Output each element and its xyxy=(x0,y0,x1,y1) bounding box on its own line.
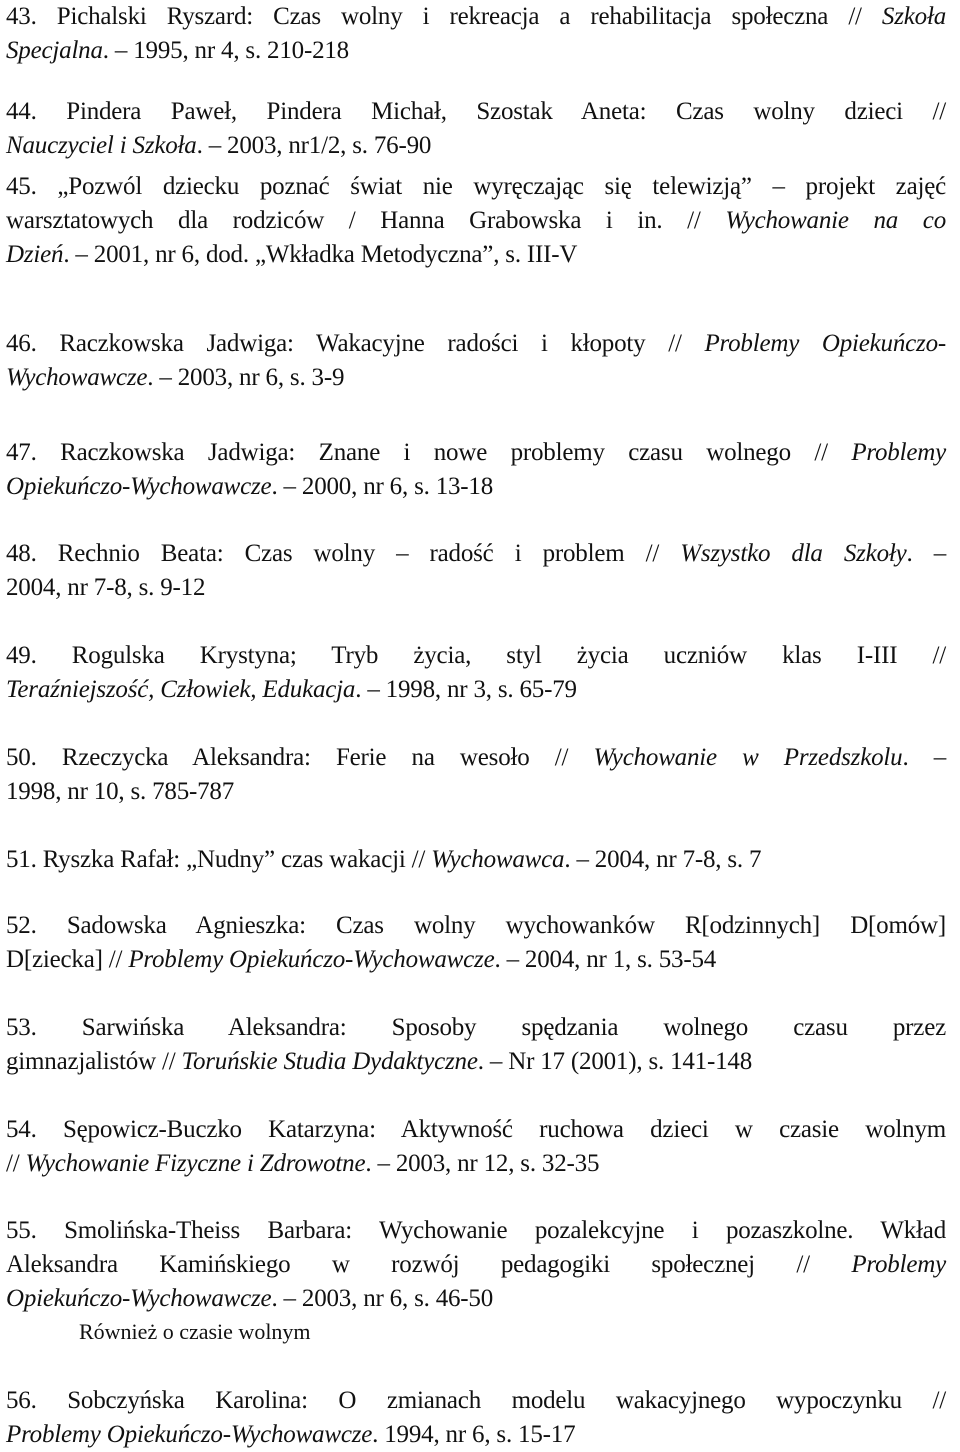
text-run: gimnazjalistów // xyxy=(6,1048,182,1075)
text-run: . – 1998, nr 3, s. 65-79 xyxy=(355,676,577,703)
entry-line xyxy=(6,673,946,707)
entry-49 xyxy=(6,639,946,707)
entry-51 xyxy=(6,843,946,877)
entry-55-note: Również o czasie wolnym xyxy=(79,1319,311,1344)
text-run: 44. Pindera Paweł, Pindera Michał, Szostak Aneta: Czas wolny dzieci // xyxy=(6,98,946,125)
italic-title: Wychowawca xyxy=(431,846,565,873)
entry-52 xyxy=(6,909,946,977)
italic-title: Teraźniejszość, Człowiek, Edukacja xyxy=(6,676,356,703)
entry-line xyxy=(6,1214,946,1248)
entry-line xyxy=(6,1384,946,1418)
entry-line xyxy=(6,204,946,238)
text-run: 1998, nr 10, s. 785-787 xyxy=(6,778,235,805)
text-run: 45. „Pozwól dziecku poznać świat nie wyręczając się telewizją” – projekt zajęć xyxy=(6,173,946,200)
entry-line xyxy=(6,909,946,943)
italic-title: Problemy Opiekuńczo-Wychowawcze xyxy=(6,1421,373,1448)
text-run: . – 2003, nr 6, s. 3-9 xyxy=(147,364,345,391)
italic-title: Problemy xyxy=(851,439,946,466)
text-run: . – 2003, nr 6, s. 46-50 xyxy=(271,1285,494,1312)
entry-line xyxy=(6,1248,946,1282)
italic-title: Problemy Opiekuńczo-Wychowawcze xyxy=(128,946,495,973)
entry-line xyxy=(6,775,946,809)
italic-title: Wychowanie w Przedszkolu xyxy=(593,744,903,771)
entry-line xyxy=(6,537,946,571)
entry-56 xyxy=(6,1384,946,1452)
entry-47 xyxy=(6,436,946,504)
entry-line xyxy=(6,238,946,272)
italic-title: Nauczyciel i Szkoła xyxy=(6,132,197,159)
entry-line xyxy=(6,571,946,605)
entry-line xyxy=(6,1045,946,1079)
italic-title: Wychowawcze xyxy=(6,364,148,391)
entry-line xyxy=(6,1147,946,1181)
text-run: D[ziecka] // xyxy=(6,946,129,973)
text-run: 54. Sępowicz-Buczko Katarzyna: Aktywność ruchowa dzieci w czasie wolnym xyxy=(6,1116,946,1143)
entry-line xyxy=(6,470,946,504)
entry-line xyxy=(6,1113,946,1147)
entry-48 xyxy=(6,537,946,605)
text-run: . 1994, nr 6, s. 15-17 xyxy=(372,1421,576,1448)
text-run: 43. Pichalski Ryszard: Czas wolny i rekreacja a rehabilitacja społeczna // xyxy=(6,3,882,30)
entry-line xyxy=(6,943,946,977)
text-run: Aleksandra Kamińskiego w rozwój pedagogiki społecznej // xyxy=(6,1251,852,1278)
entry-line xyxy=(6,843,946,877)
entry-54 xyxy=(6,1113,946,1181)
entry-line xyxy=(6,327,946,361)
text-run: warsztatowych dla rodziców / Hanna Grabowska i in. // xyxy=(6,207,726,234)
italic-title: Problemy xyxy=(851,1251,946,1278)
italic-title: Wychowanie Fizyczne i Zdrowotne xyxy=(25,1150,366,1177)
entry-45 xyxy=(6,170,946,272)
italic-title: Problemy Opiekuńczo- xyxy=(704,330,947,357)
italic-title: Toruńskie Studia Dydaktyczne xyxy=(181,1048,478,1075)
entry-line xyxy=(6,95,946,129)
italic-title: Opiekuńczo-Wychowawcze xyxy=(6,1285,272,1312)
text-run: . – 1995, nr 4, s. 210-218 xyxy=(102,37,349,64)
entry-line xyxy=(6,1011,946,1045)
text-run: . – xyxy=(902,744,946,771)
entry-line xyxy=(6,0,946,34)
text-run: . – xyxy=(906,540,947,567)
entry-43 xyxy=(6,0,946,68)
entry-line xyxy=(6,1418,946,1452)
entry-53 xyxy=(6,1011,946,1079)
text-run: 50. Rzeczycka Aleksandra: Ferie na wesoło // xyxy=(6,744,594,771)
entry-55 xyxy=(6,1214,946,1316)
entry-line xyxy=(6,361,946,395)
entry-44 xyxy=(6,95,946,163)
entry-line xyxy=(6,129,946,163)
text-run: 51. Ryszka Rafał: „Nudny” czas wakacji // xyxy=(6,846,432,873)
text-run: . – Nr 17 (2001), s. 141-148 xyxy=(477,1048,752,1075)
text-run: 2004, nr 7-8, s. 9-12 xyxy=(6,574,206,601)
text-run: 48. Rechnio Beata: Czas wolny – radość i problem // xyxy=(6,540,681,567)
text-run: 56. Sobczyńska Karolina: O zmianach modelu wakacyjnego wypoczynku // xyxy=(6,1387,946,1414)
italic-title: Szkoła xyxy=(881,3,946,30)
text-run: . – 2003, nr 12, s. 32-35 xyxy=(365,1150,600,1177)
text-run: . – 2003, nr1/2, s. 76-90 xyxy=(196,132,432,159)
text-run: 47. Raczkowska Jadwiga: Znane i nowe problemy czasu wolnego // xyxy=(6,439,852,466)
entry-line xyxy=(6,170,946,204)
entry-50 xyxy=(6,741,946,809)
entry-line xyxy=(6,436,946,470)
entry-46 xyxy=(6,327,946,395)
text-run: . – 2001, nr 6, dod. „Wkładka Metodyczna”, s. III-V xyxy=(63,241,578,268)
text-run: 52. Sadowska Agnieszka: Czas wolny wychowanków R[odzinnych] D[omów] xyxy=(6,912,946,939)
italic-title: Wszystko dla Szkoły xyxy=(680,540,907,567)
text-run: . – 2004, nr 7-8, s. 7 xyxy=(564,846,762,873)
italic-title: Dzień xyxy=(6,241,64,268)
entry-line xyxy=(6,639,946,673)
text-run: . – 2004, nr 1, s. 53-54 xyxy=(494,946,717,973)
entry-line xyxy=(6,34,946,68)
text-run: 53. Sarwińska Aleksandra: Sposoby spędzania wolnego czasu przez xyxy=(6,1014,946,1041)
italic-title: Opiekuńczo-Wychowawcze xyxy=(6,473,272,500)
text-run: . – 2000, nr 6, s. 13-18 xyxy=(271,473,494,500)
italic-title: Wychowanie na co xyxy=(725,207,946,234)
text-run: 49. Rogulska Krystyna; Tryb życia, styl życia uczniów klas I-III // xyxy=(6,642,946,669)
text-run: 46. Raczkowska Jadwiga: Wakacyjne radości i kłopoty // xyxy=(6,330,705,357)
entry-line xyxy=(6,1282,946,1316)
italic-title: Specjalna xyxy=(6,37,103,64)
entry-line xyxy=(6,741,946,775)
text-run: // xyxy=(6,1150,26,1177)
text-run: 55. Smolińska-Theiss Barbara: Wychowanie pozalekcyjne i pozaszkolne. Wkład xyxy=(6,1217,946,1244)
